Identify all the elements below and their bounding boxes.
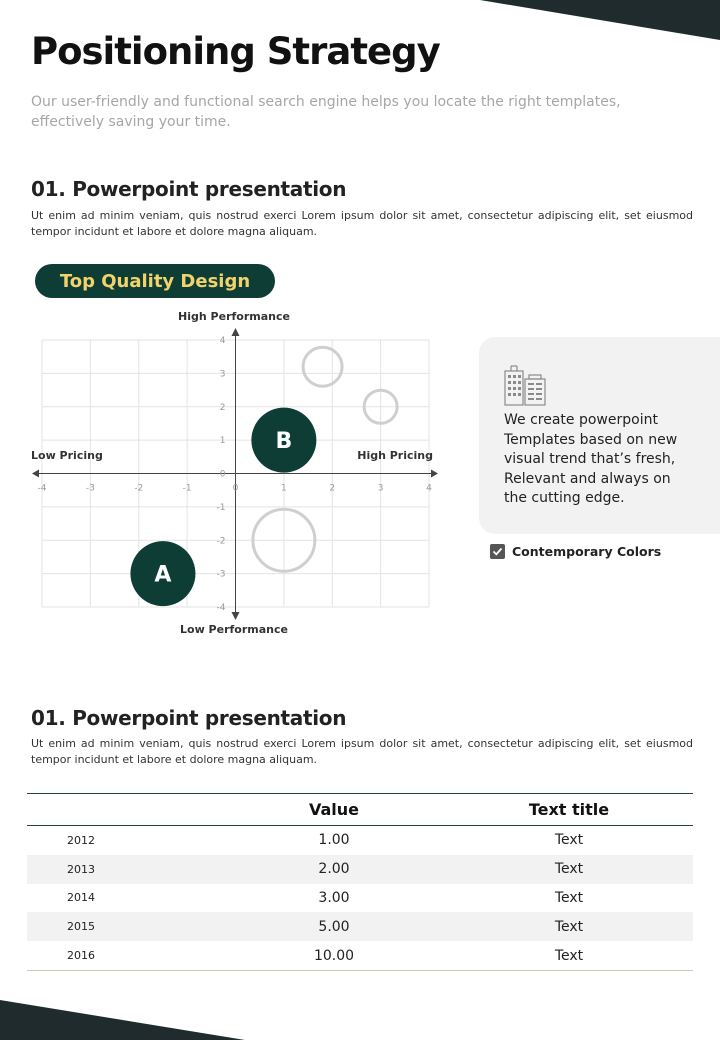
section-heading-2: 01. Powerpoint presentation <box>31 706 347 730</box>
label-low-performance: Low Performance <box>180 623 288 636</box>
contemporary-colors-checkbox[interactable] <box>490 544 661 559</box>
section-heading: 01. Powerpoint presentation <box>31 177 347 201</box>
checkbox-label: Contemporary Colors <box>512 544 662 559</box>
chart-ticks <box>38 336 433 613</box>
checkmark-icon[interactable] <box>490 544 505 559</box>
table-header-value: Value <box>159 794 509 826</box>
positioning-chart <box>0 300 470 645</box>
table-row <box>27 855 693 884</box>
table-cell-year: 2015 <box>67 920 95 934</box>
page-subtitle: Our user-friendly and functional search engine helps you locate the right templates, effectively saving your time. <box>31 94 621 130</box>
table-cell-value: 1.00 <box>318 832 350 849</box>
table-row <box>27 826 693 855</box>
table-cell-value: 5.00 <box>318 918 350 935</box>
y-axis-down-arrow <box>232 612 240 620</box>
table-cell-value: 10.00 <box>159 941 509 970</box>
table-cell-text: Text <box>554 832 584 849</box>
table-cell-year: 2013 <box>67 862 95 876</box>
bubble-label: A <box>154 562 172 588</box>
y-tick-label: 0 <box>219 469 226 480</box>
table-cell-text: Text <box>554 889 584 906</box>
label-high-pricing: High Pricing <box>357 449 433 462</box>
x-axis-left-arrow <box>32 470 39 478</box>
table-header-year <box>27 794 159 826</box>
top-quality-design-badge: Top Quality Design <box>35 264 275 298</box>
page-title: Positioning Strategy <box>31 30 440 73</box>
y-tick-label: -1 <box>216 502 226 513</box>
section-body-2: Ut enim ad minim veniam, quis nostrud exerci Lorem ipsum dolor sit amet, consectetur adipiscing elit, set eiusmod tempor incidunt et labore et dolore magna aliquam. <box>31 737 693 766</box>
x-tick-label: 4 <box>426 483 432 494</box>
y-tick-label: 1 <box>219 436 226 447</box>
y-tick-label: -3 <box>216 569 226 580</box>
table-cell-text: Text <box>509 941 693 970</box>
table-cell-year: 2014 <box>67 891 95 905</box>
buildings-icon <box>503 363 549 407</box>
x-tick-label: 0 <box>232 483 239 494</box>
table-header-row <box>27 794 693 826</box>
y-axis-up-arrow <box>232 328 240 336</box>
info-card-text: We create powerpoint Templates based on new visual trend that’s fresh, Relevant and always on the cutting edge. <box>504 412 678 506</box>
table-cell-value: 2.00 <box>318 861 350 878</box>
table-cell-value: 3.00 <box>318 889 350 906</box>
section-body: Ut enim ad minim veniam, quis nostrud exerci Lorem ipsum dolor sit amet, consectetur adipiscing elit, set eiusmod tempor incidunt et labore et dolore magna aliquam. <box>31 209 693 238</box>
bubble-label: B <box>275 429 293 455</box>
chart-axes <box>32 328 438 620</box>
y-tick-label: -2 <box>216 536 226 547</box>
y-tick-label: 2 <box>219 402 226 413</box>
data-table <box>27 793 693 971</box>
x-tick-label: -2 <box>134 483 144 494</box>
table-row <box>27 912 693 941</box>
bubble-outline <box>303 347 342 386</box>
table-cell-text: Text <box>554 918 584 935</box>
x-tick-label: -1 <box>182 483 192 494</box>
y-tick-label: -4 <box>216 603 226 613</box>
y-tick-label: 3 <box>219 369 226 380</box>
label-low-pricing: Low Pricing <box>31 449 103 462</box>
info-card <box>479 337 720 534</box>
chart-bubbles <box>130 347 397 606</box>
table-cell-text: Text <box>554 861 584 878</box>
x-axis-right-arrow <box>431 470 438 478</box>
table-row <box>27 884 693 913</box>
x-tick-label: 2 <box>329 483 336 494</box>
x-tick-label: -4 <box>37 483 47 494</box>
table-cell-year: 2012 <box>67 833 95 847</box>
x-tick-label: -3 <box>85 483 95 494</box>
label-high-performance: High Performance <box>178 310 290 323</box>
table-cell-year: 2016 <box>27 941 159 970</box>
table-header-text-title: Text title <box>509 794 693 826</box>
x-tick-label: 3 <box>377 483 384 494</box>
x-tick-label: 1 <box>281 483 287 494</box>
table-row <box>27 941 693 970</box>
y-tick-label: 4 <box>219 336 226 346</box>
